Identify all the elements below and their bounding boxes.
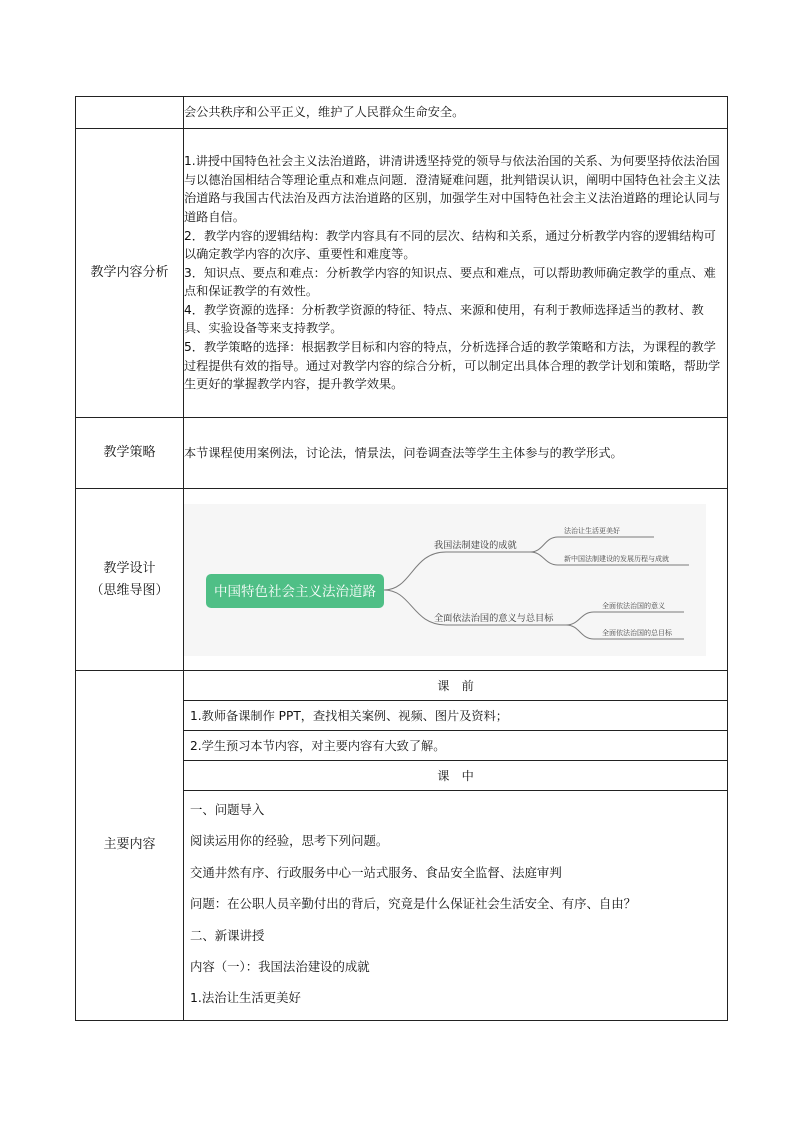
in-class-line-5: 二、新课讲授 [190, 927, 265, 943]
main-content-row [76, 671, 728, 1021]
design-row [76, 489, 728, 671]
analysis-paragraph-5: 5．教学策略的选择：根据教学目标和内容的特点，分析选择合适的教学策略和方法，为课程的教学过程提供有效的指导。通过对教学内容的综合分析，可以制定出具体合理的教学计划和策略，帮助学生更好的掌握教学内容，提升教学效果。 [184, 340, 721, 392]
continuation-row [76, 97, 728, 129]
before-class-title: 课 前 [184, 671, 727, 701]
mindmap-leaf-2-1: 全面依法治国的意义 [602, 601, 665, 610]
empty-label-cell [76, 97, 184, 129]
analysis-paragraph-4: 4．教学资源的选择：分析教学资源的特征、特点、来源和使用，有利于教师选择适当的教材、教具、实验设备等来支持教学。 [184, 302, 704, 336]
in-class-title: 课 中 [184, 761, 727, 791]
in-class-line-6: 内容（一）：我国法治建设的成就 [190, 958, 370, 974]
analysis-paragraph-2: 2．教学内容的逻辑结构：教学内容具有不同的层次、结构和关系，通过分析教学内容的逻辑结构可以确定教学内容的次序、重要性和难度等。 [184, 228, 716, 262]
mindmap-root-label: 中国特色社会主义法治道路 [214, 583, 376, 600]
main-content-cell [184, 671, 728, 1021]
design-label-line1: 教学设计 [103, 560, 156, 576]
mindmap-leaf-1-1: 法治让生活更美好 [564, 526, 620, 535]
lesson-plan-table [75, 96, 728, 1021]
design-label-line2: （思维导图） [90, 582, 169, 598]
in-class-body [184, 791, 727, 1020]
in-class-line-2: 阅读运用你的经验，思考下列问题。 [190, 833, 389, 849]
in-class-line-3: 交通井然有序、行政服务中心一站式服务、食品安全监督、法庭审判 [190, 864, 562, 880]
before-class-item-2: 2.学生预习本节内容，对主要内容有大致了解。 [184, 731, 727, 761]
mindmap-branch-2-label: 全面依法治国的意义与总目标 [434, 612, 554, 624]
analysis-paragraph-3: 3．知识点、要点和难点：分析教学内容的知识点、要点和难点，可以帮助教师确定教学的重点、难点和保证教学的有效性。 [184, 265, 716, 299]
strategy-label: 教学策略 [76, 418, 184, 489]
analysis-content [184, 129, 728, 418]
analysis-paragraph-1: 1.讲授中国特色社会主义法治道路，讲清讲透坚持党的领导与依法治国的关系、为何要坚持依法治国与以德治国相结合等理论重点和难点问题．澄清疑难问题，批判错误认识，阐明中国特色社会主义法治道路与我国古代法治及西方法治道路的区别，加强学生对中国特色社会主义法治道路的理论认同与道路自信。 [184, 154, 721, 224]
in-class-line-4: 问题：在公职人员辛勤付出的背后，究竟是什么保证社会生活安全、有序、自由？ [190, 896, 637, 912]
mindmap-diagram [184, 504, 706, 656]
mindmap-leaf-2-2: 全面依法治国的总目标 [602, 628, 672, 637]
main-content-label: 主要内容 [76, 671, 184, 1021]
in-class-lines [184, 791, 727, 1020]
in-class-line-7: 1.法治让生活更美好 [190, 990, 301, 1006]
analysis-row [76, 129, 728, 418]
before-class-item-1: 1.教师备课制作 PPT，查找相关案例、视频、图片及资料； [184, 701, 727, 731]
continuation-text: 会公共秩序和公平正义，维护了人民群众生命安全。 [184, 97, 728, 129]
in-class-line-1: 一、问题导入 [190, 802, 265, 817]
strategy-text: 本节课程使用案例法，讨论法，情景法，问卷调查法等学生主体参与的教学形式。 [184, 418, 728, 489]
strategy-row [76, 418, 728, 489]
analysis-label: 教学内容分析 [76, 129, 184, 418]
mindmap-branch-1-label: 我国法制建设的成就 [434, 539, 517, 551]
design-label [76, 489, 184, 671]
mindmap-cell [184, 489, 728, 671]
mindmap-leaf-1-2: 新中国法制建设的发展历程与成就 [564, 554, 669, 563]
main-content-inner-table [184, 671, 727, 1020]
